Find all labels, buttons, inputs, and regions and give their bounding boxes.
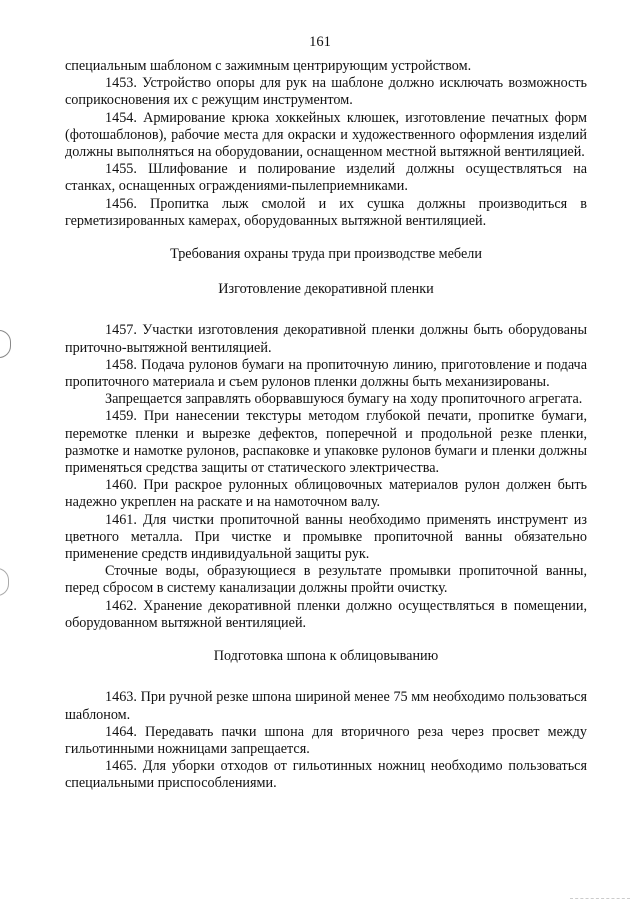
- document-body: [65, 58, 587, 793]
- paragraph-1455: 1455. Шлифование и полирование изделий должны осуществляться на станках, оснащенных ограждениями-пылеприемниками.: [65, 161, 587, 195]
- paragraph-1463: 1463. При ручной резке шпона шириной менее 75 мм необходимо пользоваться шаблоном.: [65, 689, 587, 723]
- paragraph-1464: 1464. Передавать пачки шпона для вторичного реза через просвет между гильотинными ножницами запрещается.: [65, 723, 587, 757]
- subsection-heading: Изготовление декоративной пленки: [218, 281, 434, 298]
- paragraph-1459: 1459. При нанесении текстуры методом глубокой печати, пропитке бумаги, перемотке пленки и вырезке дефектов, поперечной и продольной резке пленки, размотке и намотке рулонов, распаковке и упаковке рулонов бумаги и пленки должны применяться средства защиты от статического электричества.: [65, 408, 587, 477]
- scan-margin-mark: [0, 568, 9, 596]
- paragraph-1458: 1458. Подача рулонов бумаги на пропиточную линию, приготовление и подача пропиточного материала и съем рулонов пленки должны быть механизированы.: [65, 356, 587, 391]
- scan-artifact: [570, 898, 630, 901]
- paragraph-1462: 1462. Хранение декоративной пленки должно осуществляться в помещении, оборудованном вытяжной вентиляцией.: [65, 597, 587, 631]
- paragraph-1460: 1460. При раскрое рулонных облицовочных материалов рулон должен быть надежно укреплен на раскате и на намоточном валу.: [65, 477, 587, 511]
- paragraph-1457: 1457. Участки изготовления декоративной пленки должны быть оборудованы приточно-вытяжной вентиляцией.: [65, 322, 587, 356]
- paragraph-1454: 1454. Армирование крюка хоккейных клюшек, изготовление печатных форм (фотошаблонов), рабочие места для окраски и художественного оформления изделий должны выполняться на оборудовании, оснащенном местной вытяжной вентиляцией.: [65, 109, 587, 161]
- section-heading: Требования охраны труда при производстве мебели: [170, 246, 482, 263]
- paragraph-note: Запрещается заправлять оборвавшуюся бумагу на ходу пропиточного агрегата.: [105, 391, 583, 408]
- page-number: 161: [309, 34, 331, 50]
- paragraph-note: Сточные воды, образующиеся в результате промывки пропиточной ванны, перед сбросом в систему канализации должны пройти очистку.: [65, 563, 587, 597]
- paragraph-1461: 1461. Для чистки пропиточной ванны необходимо применять инструмент из цветного металла. При чистке и промывке пропиточной ванны обязательно применение средств индивидуальной защиты рук.: [65, 511, 587, 563]
- paragraph-1465: 1465. Для уборки отходов от гильотинных ножниц необходимо пользоваться специальными приспособлениями.: [65, 758, 587, 792]
- paragraph-1456: 1456. Пропитка лыж смолой и их сушка должны производиться в герметизированных камерах, оборудованных вытяжной вентиляцией.: [65, 195, 587, 229]
- paragraph: специальным шаблоном с зажимным центрирующим устройством.: [65, 58, 472, 74]
- subsection-heading: Подготовка шпона к облицовыванию: [213, 648, 439, 665]
- paragraph-1453: 1453. Устройство опоры для рук на шаблоне должно исключать возможность соприкосновения их с режущим инструментом.: [65, 75, 587, 109]
- scan-margin-mark: [0, 330, 11, 358]
